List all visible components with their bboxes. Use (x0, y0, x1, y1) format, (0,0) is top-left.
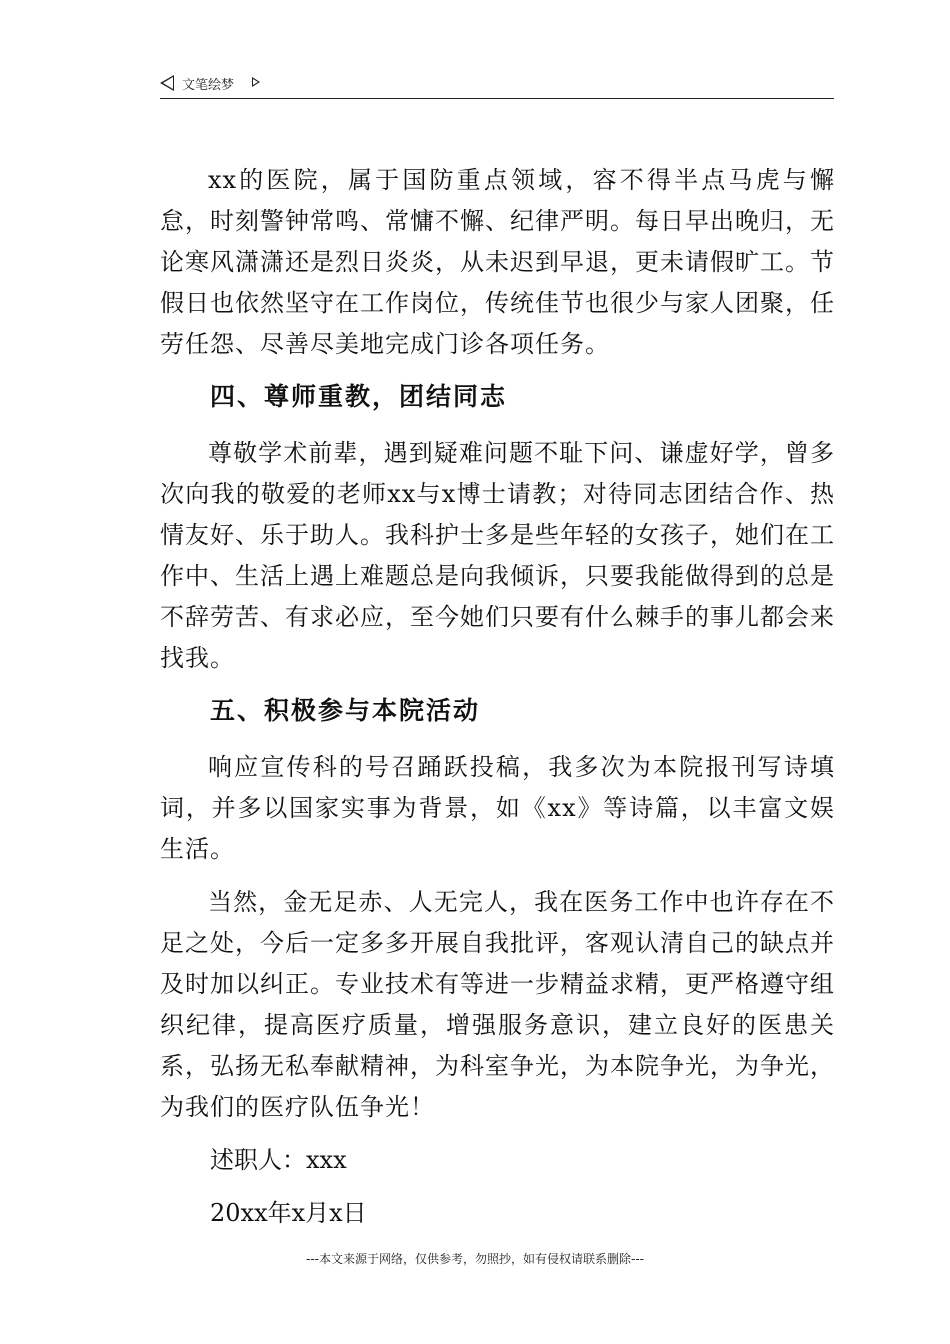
triangle-left-icon (160, 75, 174, 91)
section-heading-5: 五、积极参与本院活动 (210, 696, 481, 725)
section-heading-4: 四、尊师重教，团结同志 (210, 382, 508, 411)
signature-date: 20xx年x月x日 (210, 1199, 367, 1227)
triangle-right-icon (252, 77, 260, 87)
paragraph-respect-teachers: 尊敬学术前辈，遇到疑难问题不耻下问、谦虚好学，曾多次向我的敬爱的老师xx与x博士请教；对待同志团结合作、热情友好、乐于助人。我科护士多是些年轻的女孩子，她们在工作中、生活上遇上难题总是向我倾诉，只要我能做得到的总是不辞劳苦、有求必应，至今她们只要有什么棘手的事儿都会来找我。 (160, 439, 835, 672)
paragraph-discipline: xx的医院，属于国防重点领域，容不得半点马虎与懈怠，时刻警钟常鸣、常慵不懈、纪律严明。每日早出晚归，无论寒风潇潇还是烈日炎炎，从未迟到早退，更未请假旷工。节假日也依然坚守在工作岗位，传统佳节也很少与家人团聚，任劳任怨、尽善尽美地完成门诊各项任务。 (160, 166, 835, 358)
paragraph-conclusion: 当然，金无足赤、人无完人，我在医务工作中也许存在不足之处，今后一定多多开展自我批评，客观认清自己的缺点并及时加以纠正。专业技术有等进一步精益求精，更严格遵守组织纪律，提高医疗质量，增强服务意识，建立良好的医患关系，弘扬无私奉献精神，为科室争光，为本院争光，为争光，为我们的医疗队伍争光！ (160, 888, 835, 1121)
paragraph-activities: 响应宣传科的号召踊跃投稿，我多次为本院报刊写诗填词，并多以国家实事为背景，如《xx》等诗篇，以丰富文娱生活。 (160, 753, 835, 863)
signature-name: 述职人：xxx (210, 1146, 347, 1174)
page-header (160, 72, 834, 99)
footer-notice: ---本文来源于网络，仅供参考，勿照抄，如有侵权请联系删除--- (306, 1252, 644, 1266)
header-brand: 文笔绘梦 (182, 78, 235, 93)
document-body (160, 160, 835, 1246)
